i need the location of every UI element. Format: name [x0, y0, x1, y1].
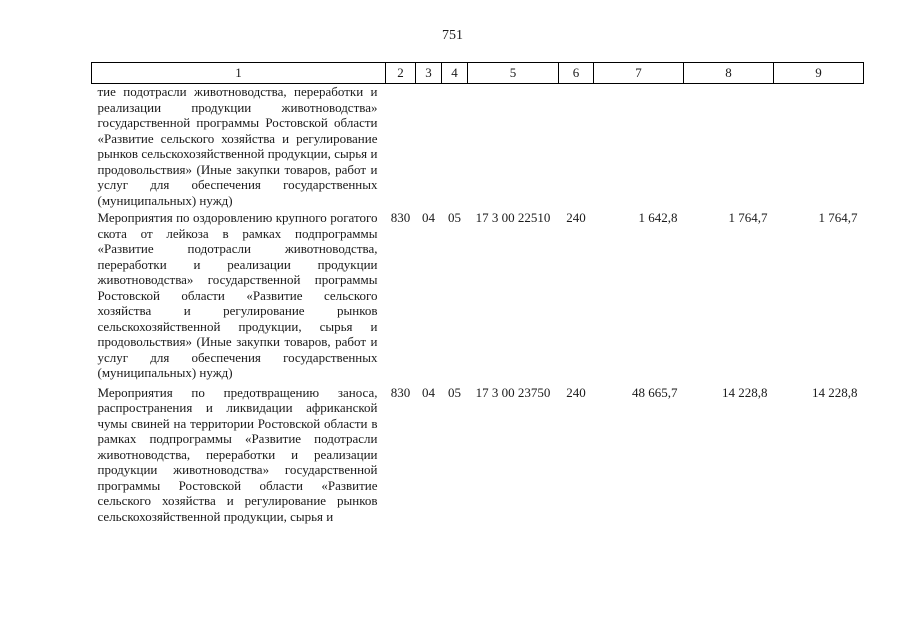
column-header: 4: [442, 63, 468, 84]
cell-code-5: 17 3 00 23750: [475, 384, 551, 400]
table-row: [92, 383, 864, 527]
row-description: Мероприятия по оздоровлению крупного рогатого скота от лейкоза в рамках подпрограммы «Развитие подотрасли животноводства, переработки и реализации продукции животноводства» государственной программы Ростовской области «Развитие сельского хозяйства и регулирование рынков сельскохозяйственной продукции, сырья и продовольствия» (Иные закупки товаров, работ и услуг для обеспечения государственных (муниципальных) нужд): [97, 210, 378, 380]
column-header: 1: [92, 63, 386, 84]
column-header: 2: [386, 63, 416, 84]
cell-code-3: 04: [422, 384, 435, 400]
cell-code-6: 240: [566, 210, 586, 225]
cell-amount-8: [684, 84, 774, 209]
cell-code-6: [559, 84, 594, 209]
table-row: [92, 208, 864, 383]
table-header-row: [92, 63, 864, 84]
column-header: 8: [684, 63, 774, 84]
row-description: Мероприятия по предотвращению заноса, распространения и ликвидации африканской чумы свиней на территории Ростовской области в рамках подпрограммы «Развитие подотрасли животноводства, переработки и реализации продукции животноводства» государственной программы Ростовской области «Развитие сельского хозяйства и регулирование рынков сельскохозяйственной продукции, сырья и: [97, 384, 378, 524]
column-header: 9: [774, 63, 864, 84]
cell-code-4: [442, 84, 468, 209]
cell-code-6: 240: [566, 384, 586, 400]
cell-code-2: 830: [390, 384, 411, 400]
cell-code-5: 17 3 00 22510: [475, 210, 551, 225]
column-header: 7: [594, 63, 684, 84]
cell-amount-9: [774, 84, 864, 209]
column-header: 3: [416, 63, 442, 84]
cell-amount-7: 1 642,8: [638, 210, 678, 225]
budget-table: [91, 62, 864, 526]
column-header: 5: [468, 63, 559, 84]
cell-amount-7: 48 665,7: [632, 384, 678, 400]
cell-amount-7: [594, 84, 684, 209]
cell-amount-8: 1 764,7: [728, 210, 768, 225]
cell-amount-9: 14 228,8: [812, 384, 858, 400]
cell-amount-8: 14 228,8: [722, 384, 768, 400]
row-description: тие подотрасли животноводства, переработки и реализации продукции животноводства» государственной программы Ростовской области «Развитие сельского хозяйства и регулирование рынков сельскохозяйственной продукции, сырья и продовольствия» (Иные закупки товаров, работ и услуг для обеспечения государственных (муниципальных) нужд): [97, 84, 378, 208]
cell-code-2: [386, 84, 416, 209]
cell-code-5: [468, 84, 559, 209]
cell-code-4: 05: [448, 210, 461, 225]
table-row: [92, 84, 864, 209]
column-header: 6: [559, 63, 594, 84]
cell-code-4: 05: [448, 384, 461, 400]
cell-code-2: 830: [390, 210, 411, 225]
cell-code-3: 04: [422, 210, 435, 225]
page-number: 751: [442, 28, 463, 43]
cell-amount-9: 1 764,7: [818, 210, 858, 225]
cell-code-3: [416, 84, 442, 209]
